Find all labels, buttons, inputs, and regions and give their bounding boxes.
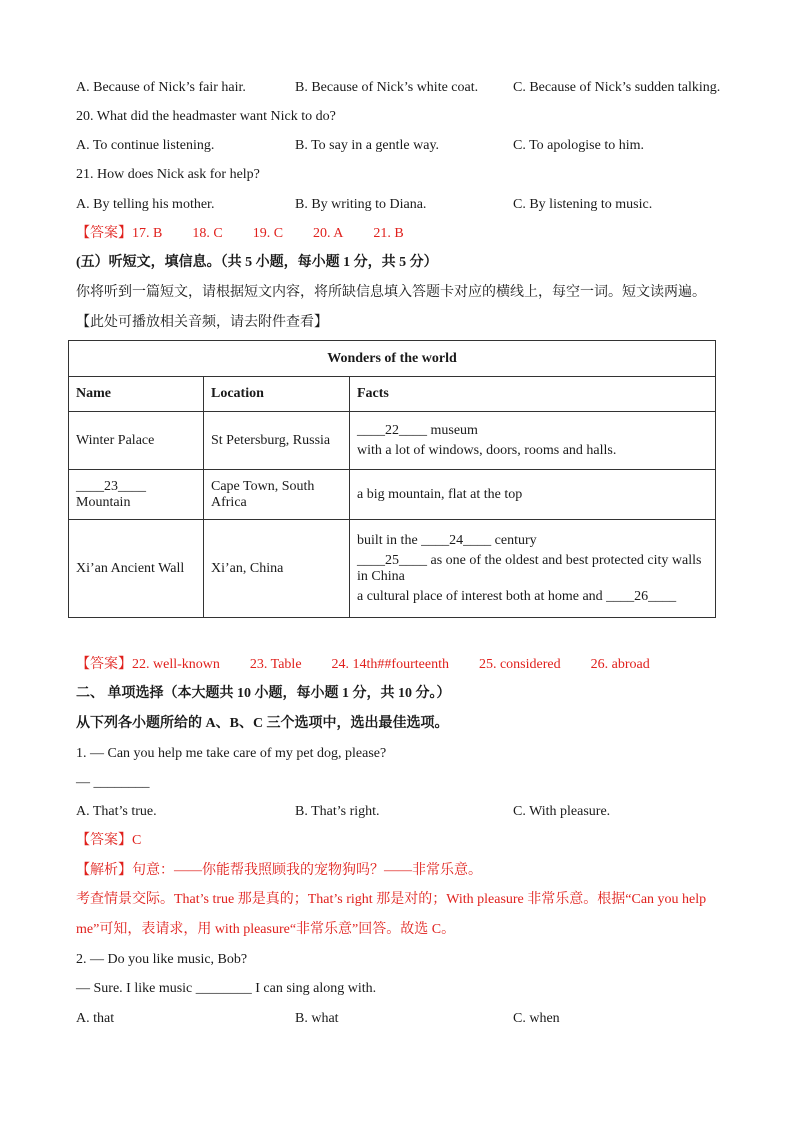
- part2-heading: 二、 单项选择（本大题共 10 小题，每小题 1 分，共 10 分。）: [76, 686, 451, 701]
- q1-analysis-1: 【解析】句意：——你能帮我照顾我的宠物狗吗？——非常乐意。: [76, 863, 482, 878]
- q2-option-c: C. when: [513, 1011, 560, 1026]
- part2-instruction: 从下列各小题所给的 A、B、C 三个选项中，选出最佳选项。: [76, 716, 449, 731]
- wonders-table: [68, 340, 716, 618]
- q20-question: 20. What did the headmaster want Nick to do?: [76, 109, 336, 124]
- fact-line: a cultural place of interest both at home and ____26____: [357, 588, 677, 604]
- fact-line: with a lot of windows, doors, rooms and halls.: [357, 442, 617, 458]
- audio-note: 【此处可播放相关音频，请去附件查看】: [76, 315, 328, 330]
- table-header-location: Location: [204, 377, 350, 412]
- answer-item: 25. considered: [478, 657, 561, 672]
- table-header-name: Name: [69, 377, 204, 412]
- q2-option-a: A. that: [76, 1011, 115, 1026]
- q1-answer: 【答案】C: [76, 833, 142, 848]
- answer-item: 23. Table: [249, 657, 302, 672]
- answer-label: 【答案】: [76, 657, 132, 672]
- answer-item: 19. C: [252, 226, 284, 241]
- q20-option-c: C. To apologise to him.: [513, 138, 644, 153]
- answer-item: 18. C: [192, 226, 223, 241]
- section5-heading: (五）听短文，填信息。（共 5 小题，每小题 1 分，共 5 分）: [76, 255, 438, 270]
- q20-option-b: B. To say in a gentle way.: [295, 138, 440, 153]
- q1-reply: — ________: [76, 775, 150, 790]
- table-row: [69, 412, 716, 470]
- answer-label: 【答案】: [76, 226, 132, 241]
- table-title: Wonders of the world: [69, 341, 716, 377]
- q21-option-c: C. By listening to music.: [513, 197, 653, 212]
- row-name: Winter Palace: [69, 412, 204, 470]
- q1-question: 1. — Can you help me take care of my pet dog, please?: [76, 746, 387, 761]
- q1-option-a: A. That’s true.: [76, 804, 157, 819]
- row-name: Xi’an Ancient Wall: [69, 520, 204, 618]
- q2-reply: — Sure. I like music ________ I can sing along with.: [76, 981, 377, 996]
- answer-item: 22. well-known: [132, 657, 220, 672]
- q21-option-a: A. By telling his mother.: [76, 197, 215, 212]
- fact-line: a big mountain, flat at the top: [357, 486, 523, 502]
- q19-option-a: A. Because of Nick’s fair hair.: [76, 80, 246, 95]
- row-facts: [350, 520, 716, 618]
- q19-option-c: C. Because of Nick’s sudden talking.: [513, 80, 721, 95]
- row-location: Xi’an, China: [204, 520, 350, 618]
- q21-question: 21. How does Nick ask for help?: [76, 167, 260, 182]
- row-location: Cape Town, South Africa: [204, 470, 350, 520]
- row-facts: [350, 470, 716, 520]
- fact-line: built in the ____24____ century: [357, 532, 537, 548]
- row-location: St Petersburg, Russia: [204, 412, 350, 470]
- answers-17-21: [76, 225, 404, 243]
- q21-option-b: B. By writing to Diana.: [295, 197, 427, 212]
- row-name: ____23____ Mountain: [69, 470, 204, 520]
- q1-option-c: C. With pleasure.: [513, 804, 611, 819]
- fact-line: ____22____ museum: [357, 422, 478, 438]
- answer-item: 21. B: [373, 226, 404, 241]
- fact-line: ____25____ as one of the oldest and best protected city walls in China: [357, 552, 702, 584]
- q1-option-b: B. That’s right.: [295, 804, 380, 819]
- answer-item: 24. 14th##fourteenth: [331, 657, 449, 672]
- q20-option-a: A. To continue listening.: [76, 138, 215, 153]
- q1-analysis-2: 考查情景交际。That’s true 那是真的；That’s right 那是对的；With pleasure 非常乐意。根据“Can you help: [76, 892, 707, 907]
- q1-analysis-3: me”可知，表请求，用 with pleasure“非常乐意”回答。故选 C。: [76, 922, 456, 937]
- section5-instruction: 你将听到一篇短文，请根据短文内容，将所缺信息填入答题卡对应的横线上，每空一词。短文读两遍。: [76, 285, 706, 300]
- q2-option-b: B. what: [295, 1011, 339, 1026]
- row-facts: [350, 412, 716, 470]
- answer-item: 26. abroad: [590, 657, 650, 672]
- q2-question: 2. — Do you like music, Bob?: [76, 952, 248, 967]
- table-header-facts: Facts: [350, 377, 716, 412]
- table-row: [69, 520, 716, 618]
- answer-item: 20. A: [313, 226, 344, 241]
- q19-option-b: B. Because of Nick’s white coat.: [295, 80, 479, 95]
- table-row: [69, 470, 716, 520]
- answer-item: 17. B: [132, 226, 163, 241]
- answers-22-26: [76, 656, 650, 674]
